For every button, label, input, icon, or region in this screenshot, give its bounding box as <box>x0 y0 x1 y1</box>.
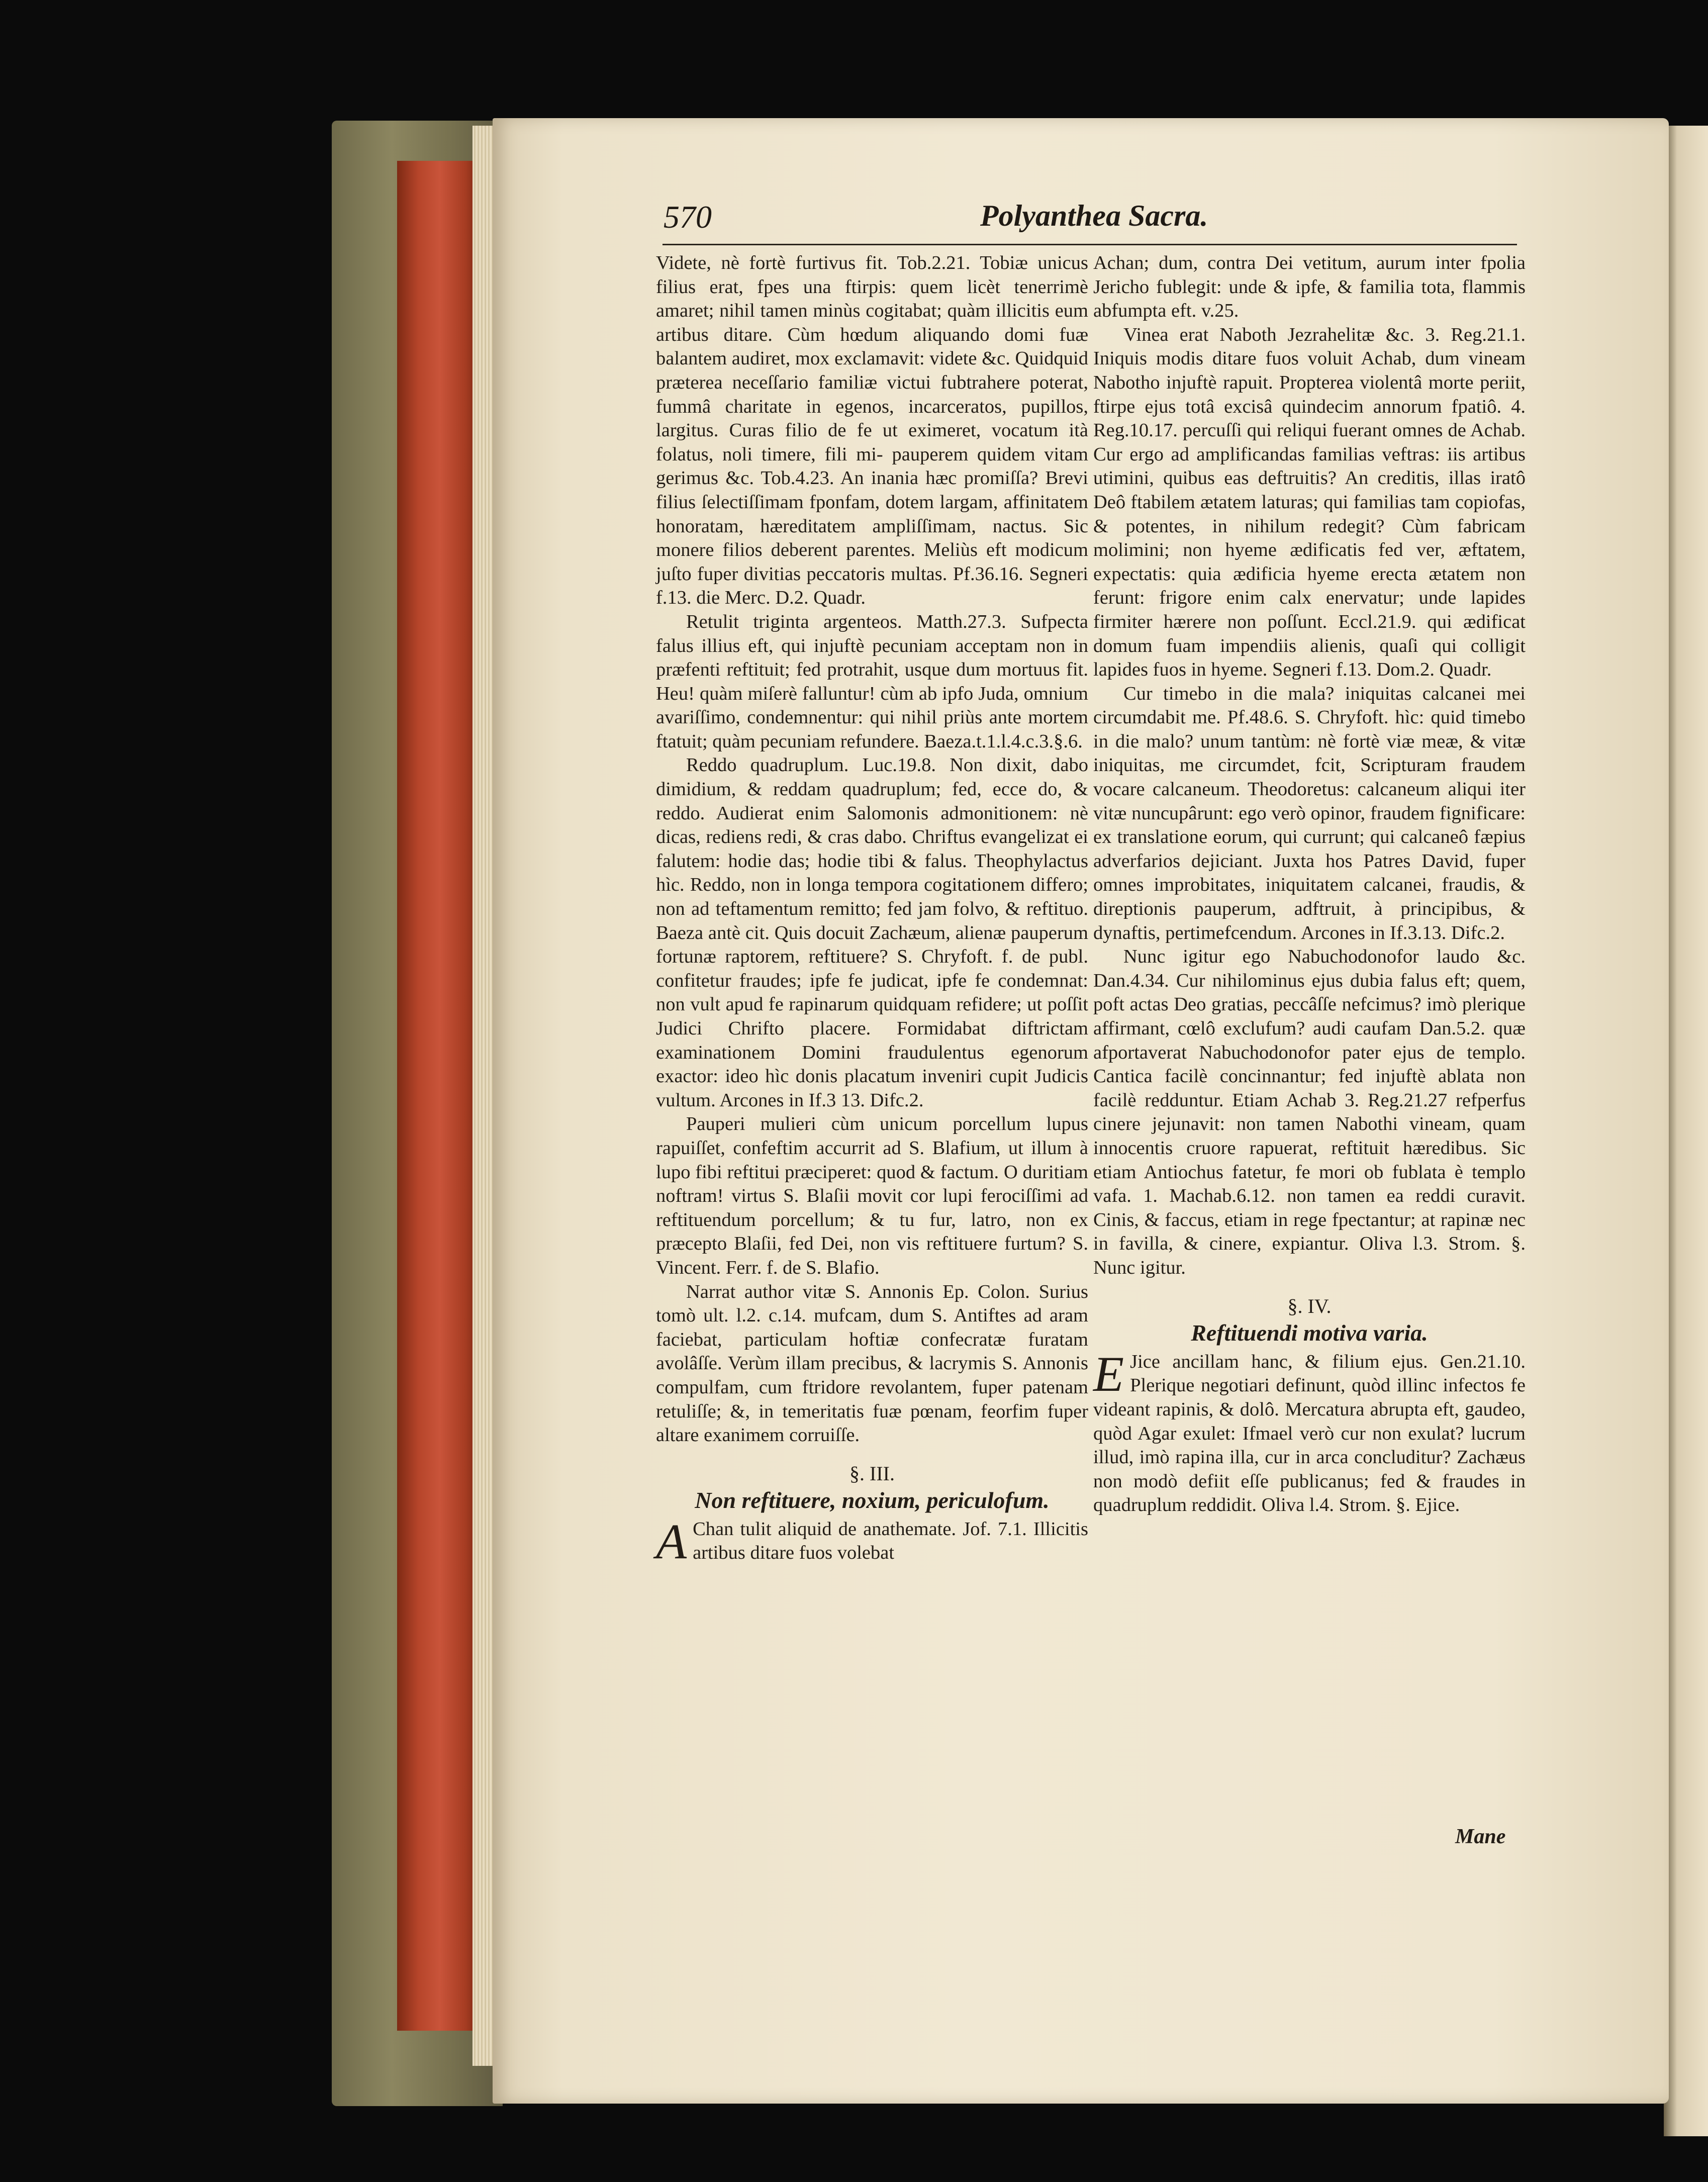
section-number: §. IV. <box>1287 1294 1332 1317</box>
section-title: Reftituendi motiva varia. <box>1191 1320 1428 1346</box>
paragraph: Retulit triginta argenteos. Matth.27.3. Sufpecta falus illius eft, qui injuftè pecuniam acceptam non in præfenti reftituit; fed protrahit, usque dum mortuus fit. Heu! quàm miſerè falluntur! cùm ab ipfo Juda, omnium avariſſimo, condemnentur: qui nihil priùs ante mortem ftatuit; quàm pecuniam refundere. Baeza.t.1.l.4.c.3.§.6. <box>656 611 1088 752</box>
paragraph: Videte, nè fortè furtivus fit. Tob.2.21. Tobiæ unicus filius erat, fpes una ftirpis: quem licèt tenerrimè amaret; nihil tamen minùs cogitabat; quàm illicitis eum artibus ditare. Cùm hœdum aliquando domi fuæ balantem audiret, mox exclamavit: videte &c. Quidquid præterea neceſſario familiæ victui fubtrahere poterat, fummâ charitate in egenos, incarceratos, pupillos, largitus. Curas filio de fe ut eximeret, vocatum ità folatus, noli timere, fili mi- pauperem quidem vitam gerimus &c. Tob.4.23. An inania hæc promiſſa? Brevi filius ſelectiſſimam fponfam, dotem largam, affinitatem honoratam, hæreditatem ampliſſimam, nactus. Sic monere filios deberent parentes. Meliùs eft modicum juſto fuper divitias peccatoris multas. Pf.36.16. Segneri f.13. die Merc. D.2. Quadr. <box>656 252 1088 609</box>
left-column <box>656 251 1088 1569</box>
section-paragraph: E Jice ancillam hanc, & filium ejus. Gen.21.10. Plerique negotiari definunt, quòd illinc infectos fe videant rapinis, & dolô. Mercatura abrupta eft, gaudeo, quòd Agar exulet: Ifmael verò cur non exulat? lucrum illud, imò rapina illa, cur in arca concluditur? Zachæus non modò defiit eſſe publicanus; fed & fraudes in quadruplum reddidit. Oliva l.4. Strom. §. Ejice. <box>1093 1346 1526 1516</box>
drop-cap: E <box>1093 1346 1124 1402</box>
section-paragraph: A Chan tulit aliquid de anathemate. Jof. 7.1. Illicitis artibus ditare fuos volebat <box>656 1513 1088 1569</box>
paragraph: Narrat author vitæ S. Annonis Ep. Colon. Surius tomò ult. l.2. c.14. mufcam, dum S. Antiftes ad aram faciebat, particulam hoftiæ confecratæ furatam avolâſſe. Verùm illam precibus, & lacrymis S. Annonis compulfam, cum ftridore revolantem, fuper patenam retuliſſe; &, in temeritatis fuæ pœnam, feorfim fuper altare exanimem corruiſſe. <box>656 1281 1088 1446</box>
paragraph: Nunc igitur ego Nabuchodonofor laudo &c. Dan.4.34. Cur nihilominus ejus dubia falus eft; quem, poft actas Deo gratias, peccâſſe nefcimus? imò plerique affirmant, cœlô exclufum? audi caufam Dan.5.2. quæ afportaverat Nabuchodonofor pater ejus de templo. Cantica facilè concinnantur; fed injuftè ablata non facilè redduntur. Etiam Achab 3. Reg.21.27 refperfus cinere jejunavit: non tamen Nabothi vineam, quam innocentis cruore rapuerat, reftituit hæredibus. Sic etiam Antiochus fatetur, fe mori ob fublata è templo vafa. 1. Machab.6.12. non tamen ea reddi curavit. Cinis, & faccus, etiam in rege fpectantur; at rapinæ nec in favilla, & cinere, expiantur. Oliva l.3. Strom. §. Nunc igitur. <box>1093 946 1526 1278</box>
paragraph: Vinea erat Naboth Jezrahelitæ &c. 3. Reg.21.1. Iniquis modis ditare fuos voluit Achab, dum vineam Nabotho injuftè rapuit. Propterea violentâ morte periit, ftirpe ejus totâ excisâ quindecim annorum fpatiô. 4. Reg.10.17. percuſſi qui reliqui fuerant omnes de Achab. Cur ergo ad amplificandas familias veftras: iis artibus utimini, quibus eas deftruitis? An creditis, illas iratô Deô ftabilem ætatem laturas; qui familias tam copiofas, & potentes, in nihilum redegit? Cùm fabricam molimini; non hyeme ædificatis fed ver, æftatem, expectatis: quia ædificia hyeme erecta ætatem non ferunt: frigore enim calx enervatur; unde lapides firmiter hærere non poſſunt. Eccl.21.9. qui ædificat domum fuam impendiis alienis, quaſi qui colligit lapides fuos in hyeme. Segneri f.13. Dom.2. Quadr. <box>1093 324 1526 681</box>
facing-page-edge <box>1664 126 1708 2136</box>
section-title: Non reftituere, noxium, periculofum. <box>695 1487 1050 1513</box>
drop-cap: A <box>656 1513 687 1569</box>
paragraph: Pauperi mulieri cùm unicum porcellum lupus rapuiſſet, confeftim accurrit ad S. Blafium, ut illum à lupo fibi reftitui præciperet: quod & factum. O duritiam noftram! virtus S. Blaſii movit cor lupi ferociſſimi ad reftituendum porcellum; & tu fur, latro, non ex præcepto Blaſii, fed Dei, non vis reftituere furtum? S. Vincent. Ferr. f. de S. Blafio. <box>656 1113 1088 1278</box>
running-title: Polyanthea Sacra. <box>980 199 1208 232</box>
paragraph: Reddo quadruplum. Luc.19.8. Non dixit, dabo dimidium, & reddam quadruplum; fed, ecce do, & reddo. Audierat enim Salomonis admonitionem: nè dicas, rediens redi, & cras dabo. Chriftus evangelizat ei falutem: hodie das; hodie tibi & falus. Theophylactus hìc. Reddo, non in longa tempora cogitationem differo; non ad teftamentum remitto; fed jam folvo, & reftituo. Baeza antè cit. Quis docuit Zachæum, alienæ pauperum fortunæ raptorem, reftituere? S. Chryfoft. f. de publ. confitetur fraudes; ipfe fe judicat, ipfe fe condemnat: non vult apud fe rapinarum quidquam refidere; ut poſſit Judici Chrifto placere. Formidabat diftrictam examinationem Domini fraudulentus egenorum exactor: ideo hìc donis placatum inveniri cupit Judicis vultum. Arcones in If.3 13. Difc.2. <box>656 754 1088 1111</box>
right-column <box>1093 251 1526 1517</box>
page-number: 570 <box>663 199 712 235</box>
red-fore-edge <box>397 161 483 2031</box>
header-rule <box>662 244 1517 245</box>
section-number: §. III. <box>849 1462 895 1485</box>
catchword: Mane <box>1455 1825 1506 1848</box>
paragraph: Achan; dum, contra Dei vetitum, aurum inter fpolia Jericho fublegit: unde & ipfe, & familia tota, flammis abfumpta eft. v.25. <box>1093 252 1526 322</box>
paragraph: Cur timebo in die mala? iniquitas calcanei mei circumdabit me. Pf.48.6. S. Chryfoft. hìc: quid timebo in die malo? unum tantùm: nè fortè viæ meæ, & vitæ iniquitas, me circumdet, fcit, Scripturam fraudem vocare calcaneum. Theodoretus: calcaneum aliqui iter vitæ nuncupârunt: ego verò opinor, fraudem fignificare: ex translatione eorum, qui currunt; qui calcaneô fæpius adverfarios dejiciant. Juxta hos Patres David, fuper omnes improbitates, iniquitatem calcanei, fraudis, & direptionis pauperum, adftruit, à principibus, & dynaftis, pertimefcendum. Arcones in If.3.13. Difc.2. <box>1093 683 1526 943</box>
